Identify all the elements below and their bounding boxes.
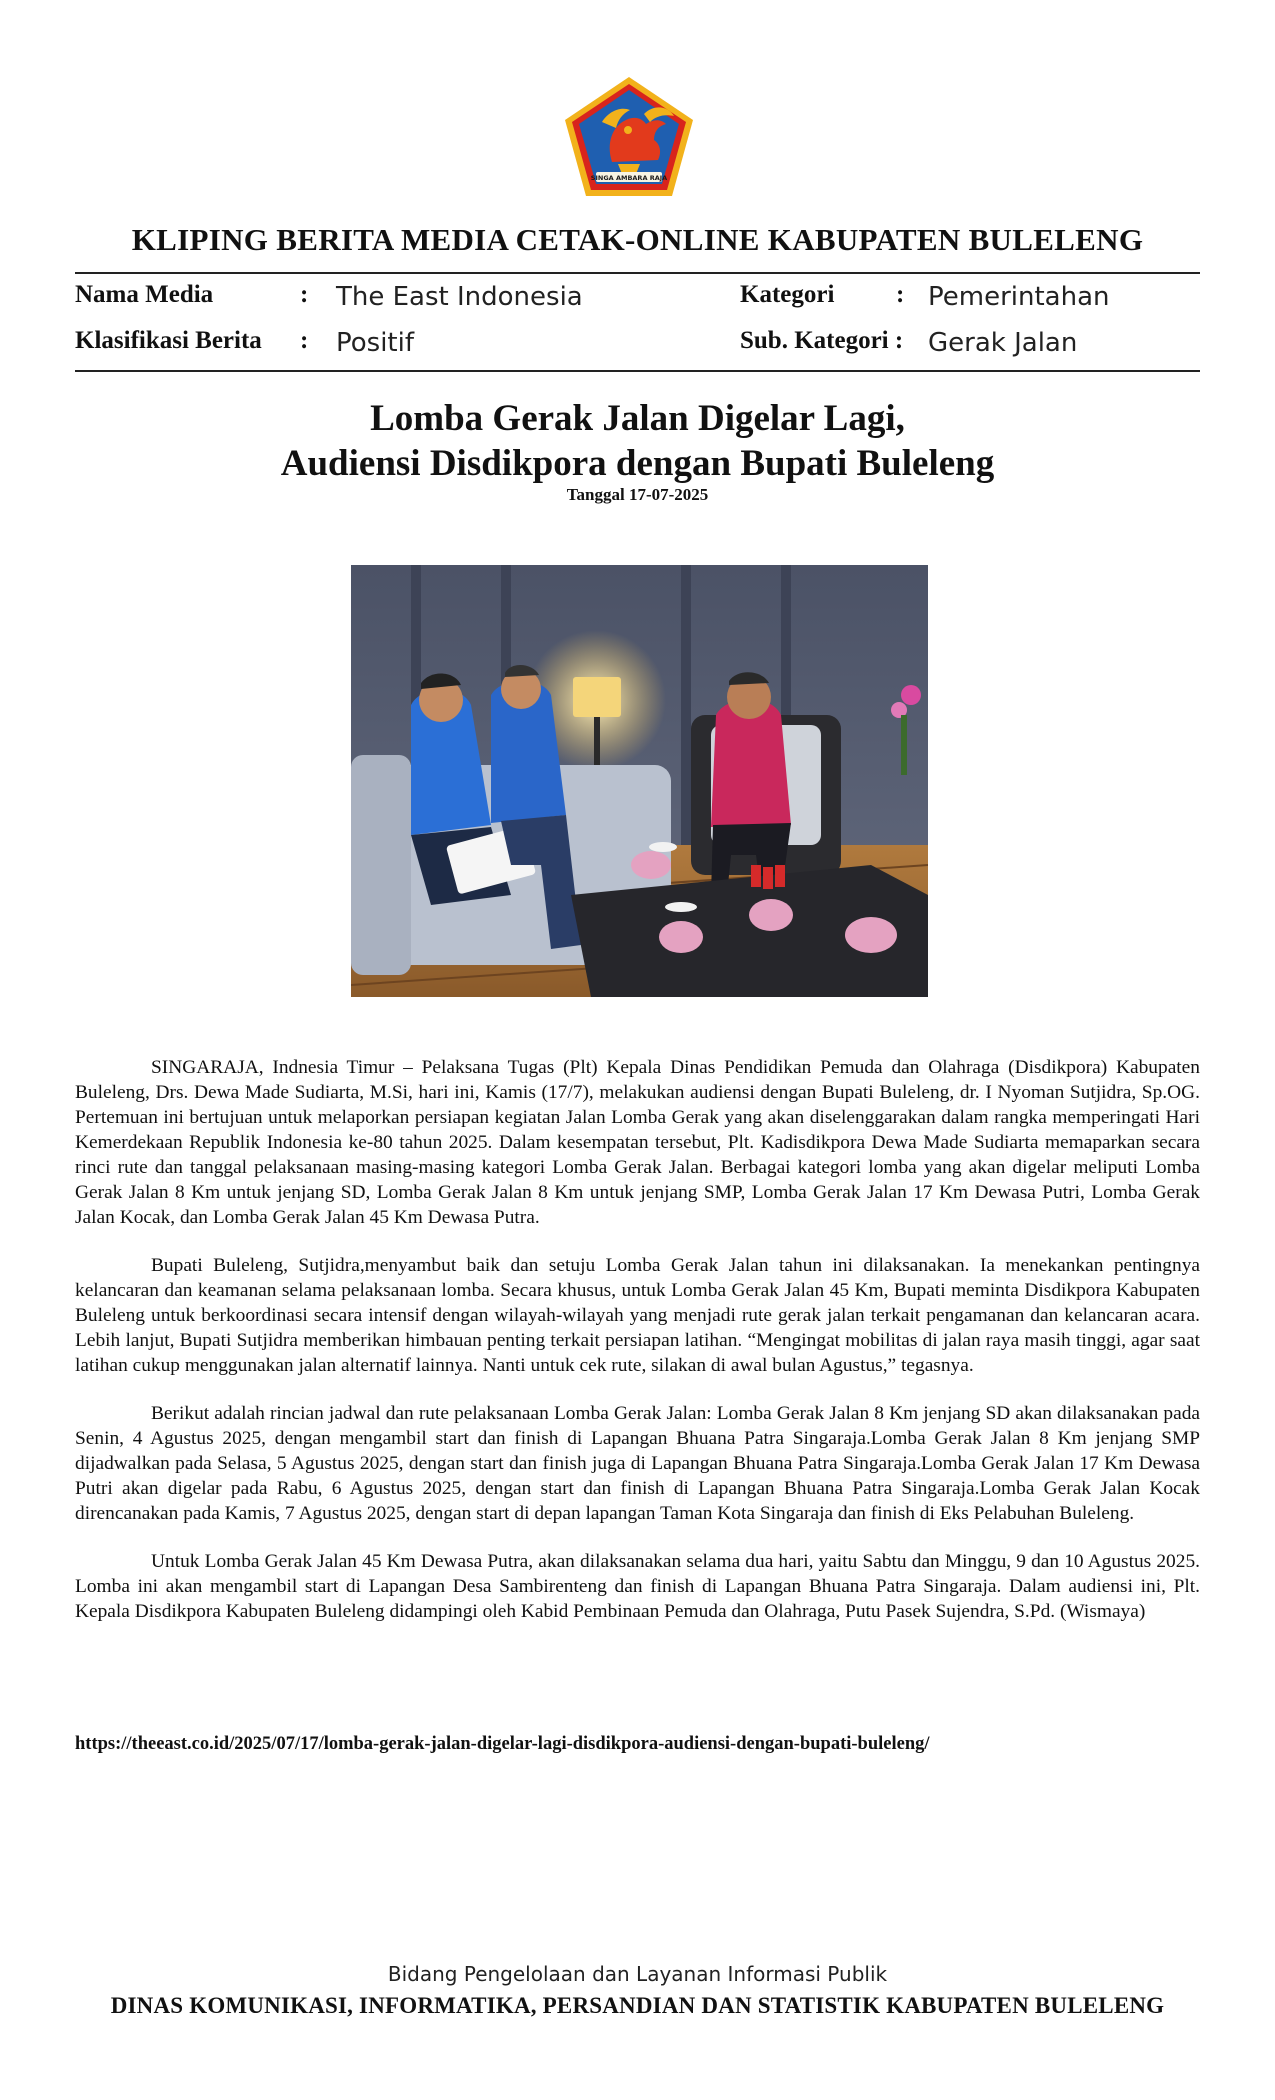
crest-icon (562, 74, 696, 200)
media-value: The East Indonesia (336, 282, 583, 312)
article-paragraph-4: Untuk Lomba Gerak Jalan 45 Km Dewasa Putra, akan dilaksanakan selama dua hari, yaitu Sabtu dan Minggu, 9 dan 10 Agustus 2025. Lomba ini akan mengambil start di Lapangan Desa Sambirenteng dan finish di Lapangan Bhuana Patra Singaraja. Dalam audiensi ini, Plt. Kepala Disdikpora Kabupaten Buleleng didampingi oleh Kabid Pembinaan Pemuda dan Olahraga, Putu Pasek Sujendra, S.Pd. (Wismaya) (75, 1551, 1200, 1622)
article-date: Tanggal 17-07-2025 (566, 485, 709, 504)
meta-divider (75, 370, 1200, 372)
media-colon: : (300, 281, 309, 308)
media-label: Nama Media (75, 281, 214, 308)
article-body (75, 1055, 1200, 1647)
logo-motto: SINGA AMBARA RAJA (590, 174, 668, 182)
article-paragraph-2: Bupati Buleleng, Sutjidra,menyambut baik dan setuju Lomba Gerak Jalan tahun ini dilaksanakan. Ia menekankan pentingnya kelancaran dan keamanan selama pelaksanaan lomba. Secara khusus, untuk Lomba Gerak Jalan 45 Km, Bupati meminta Disdikpora Kabupaten Buleleng untuk berkoordinasi secara intensif dengan wilayah-wilayah yang menjadi rute gerak jalan terkait pengamanan dan kelancaran acara. Lebih lanjut, Bupati Sutjidra memberikan himbauan penting terkait persiapan latihan. “Mengingat mobilitas di jalan raya masih tinggi, agar saat latihan cukup menggunakan jalan alternatif lainnya. Nanti untuk cek rute, silakan di awal bulan Agustus,” tegasnya. (75, 1255, 1200, 1376)
article-paragraph-3: Berikut adalah rincian jadwal dan rute pelaksanaan Lomba Gerak Jalan: Lomba Gerak Jalan 8 Km jenjang SD akan dilaksanakan pada Senin, 4 Agustus 2025, dengan mengambil start dan finish di Lapangan Bhuana Patra Singaraja.Lomba Gerak Jalan 8 Km jenjang SMP dijadwalkan pada Selasa, 5 Agustus 2025, dengan start dan finish juga di Lapangan Bhuana Patra Singaraja.Lomba Gerak Jalan 17 Km Dewasa Putri akan digelar pada Rabu, 6 Agustus 2025, dengan start dan finish di Lapangan Bhuana Patra Singaraja.Lomba Gerak Jalan Kocak direncanakan pada Kamis, 7 Agustus 2025, dengan start di depan lapangan Taman Kota Singaraja dan finish di Eks Pelabuhan Buleleng. (75, 1403, 1200, 1524)
article-photo (351, 565, 928, 997)
subcategory-value: Gerak Jalan (928, 328, 1078, 358)
article-paragraph-1: SINGARAJA, Indnesia Timur – Pelaksana Tugas (Plt) Kepala Dinas Pendidikan Pemuda dan Olahraga (Disdikpora) Kabupaten Buleleng, Drs. Dewa Made Sudiarta, M.Si, hari ini, Kamis (17/7), melakukan audiensi dengan Bupati Buleleng, dr. I Nyoman Sutjidra, Sp.OG. Pertemuan ini bertujuan untuk melaporkan persiapan kegiatan Jalan Lomba Gerak yang akan diselenggarakan dalam rangka memperingati Hari Kemerdekaan Republik Indonesia ke-80 tahun 2025. Dalam kesempatan tersebut, Plt. Kadisdikpora Dewa Made Sudiarta memaparkan secara rinci rute dan tanggal pelaksanaan masing-masing kategori Lomba Gerak Jalan. Berbagai kategori lomba yang akan digelar meliputi Lomba Gerak Jalan 8 Km untuk jenjang SD, Lomba Gerak Jalan 8 Km untuk jenjang SMP, Lomba Gerak Jalan 17 Km Dewasa Putri, Lomba Gerak Jalan Kocak, dan Lomba Gerak Jalan 45 Km Dewasa Putra. (75, 1057, 1200, 1228)
category-colon: : (896, 281, 905, 308)
article-headline (0, 396, 1275, 486)
category-value: Pemerintahan (928, 282, 1110, 312)
footer-agency: DINAS KOMUNIKASI, INFORMATIKA, PERSANDIAN DAN STATISTIK KABUPATEN BULELENG (110, 1993, 1165, 2018)
headline-line-2: Audiensi Disdikpora dengan Bupati Buleleng (280, 443, 995, 484)
top-divider (75, 272, 1200, 274)
category-label: Kategori (740, 281, 835, 308)
classification-colon: : (300, 327, 309, 354)
footer-division: Bidang Pengelolaan dan Layanan Informasi Publik (387, 1962, 888, 1986)
document-title: KLIPING BERITA MEDIA CETAK-ONLINE KABUPATEN BULELENG (131, 222, 1144, 257)
classification-value: Positif (336, 328, 414, 358)
subcategory-label: Sub. Kategori : (740, 327, 904, 354)
classification-label: Klasifikasi Berita (75, 327, 262, 354)
buleleng-logo (562, 74, 696, 200)
source-link[interactable]: https://theeast.co.id/2025/07/17/lomba-gerak-jalan-digelar-lagi-disdikpora-audiensi-dengan-bupati-buleleng/ (75, 1734, 930, 1754)
headline-line-1: Lomba Gerak Jalan Digelar Lagi, (370, 398, 905, 439)
